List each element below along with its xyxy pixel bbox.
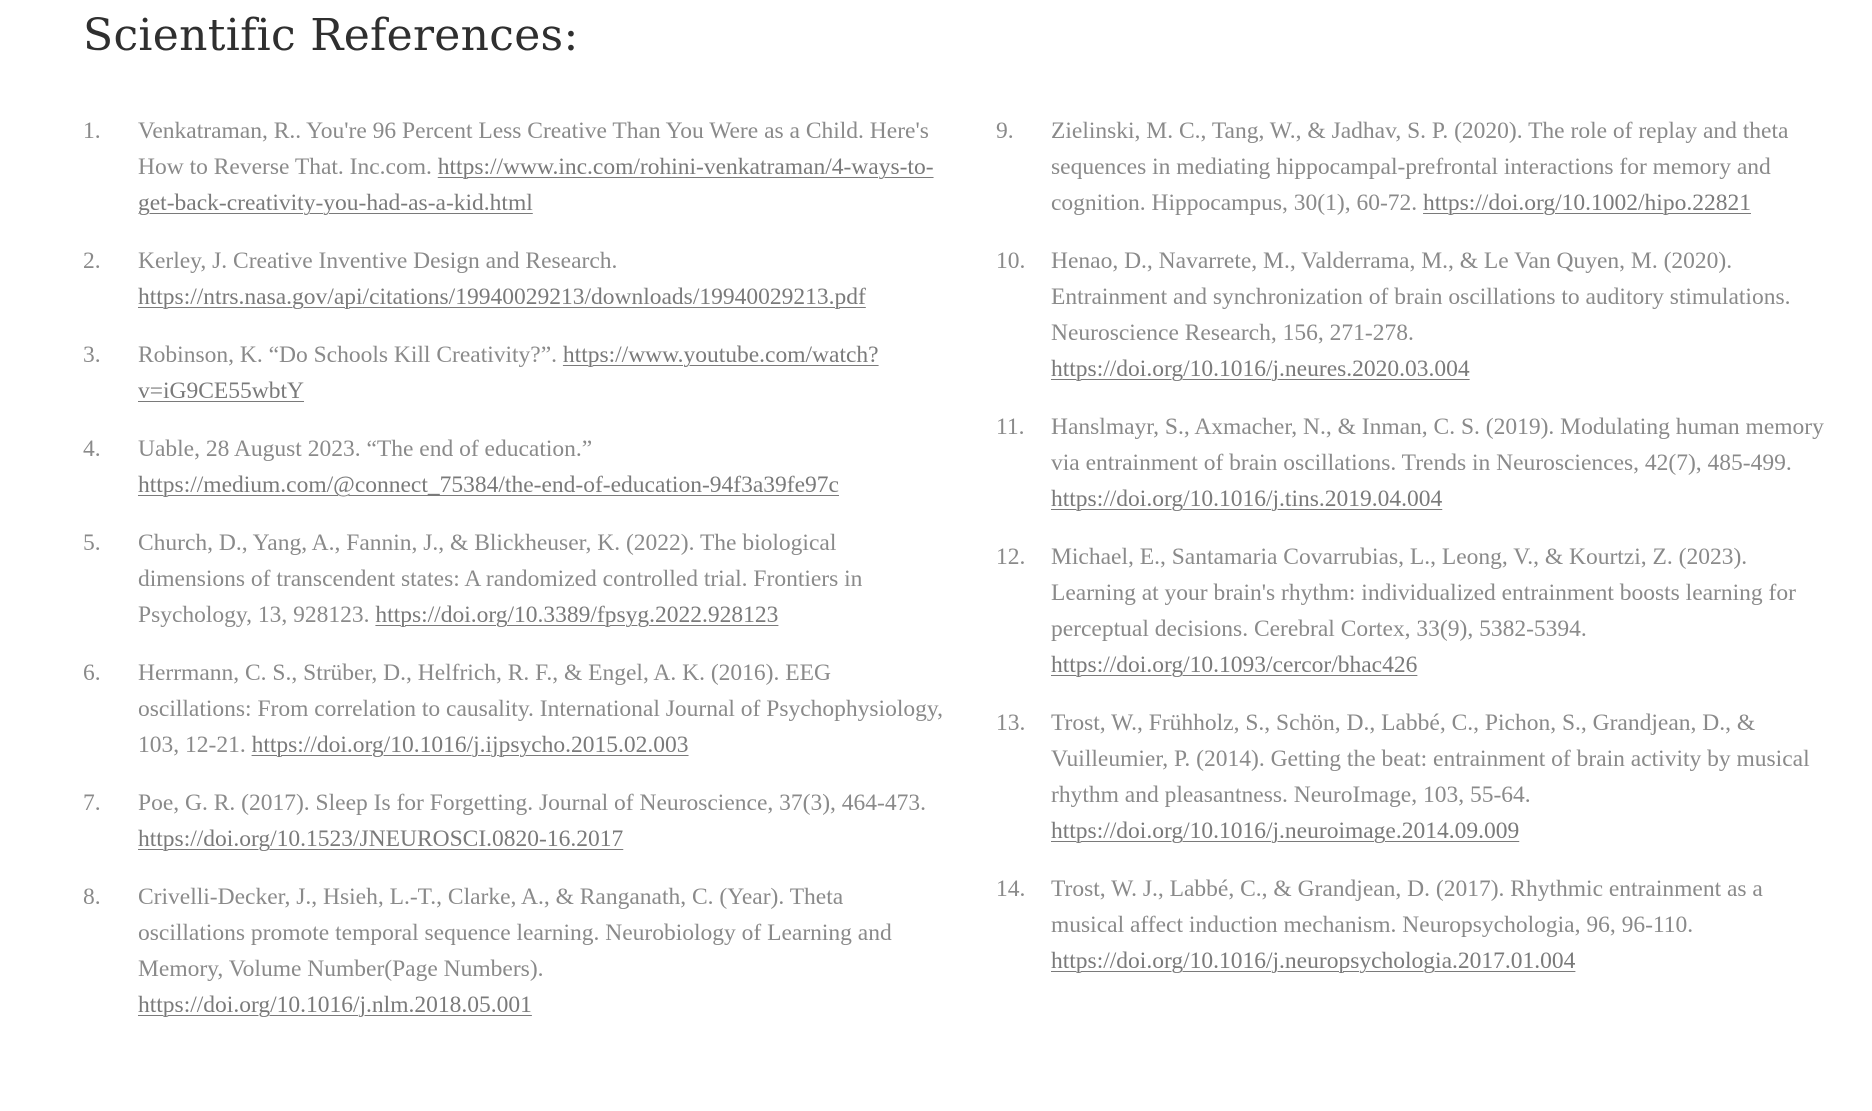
reference-link[interactable]: https://doi.org/10.1016/j.neures.2020.03.004 bbox=[1051, 356, 1470, 382]
reference-text: Herrmann, C. S., Strüber, D., Helfrich, R. F., & Engel, A. K. (2016). EEG oscillations: From correlation to causality. International Journal of Psychophysiology, 103, 12-21. bbox=[138, 660, 943, 758]
reference-text: Poe, G. R. (2017). Sleep Is for Forgetting. Journal of Neuroscience, 37(3), 464-473. bbox=[138, 790, 926, 816]
reference-text: Trost, W. J., Labbé, C., & Grandjean, D. (2017). Rhythmic entrainment as a musical affect induction mechanism. Neuropsychologia, 96, 96-110. bbox=[1051, 876, 1763, 938]
page-title: Scientific References: bbox=[83, 10, 579, 61]
reference-number: 11. bbox=[996, 414, 1025, 440]
reference-link[interactable]: https://doi.org/10.1016/j.tins.2019.04.004 bbox=[1051, 486, 1443, 512]
reference-text: Uable, 28 August 2023. “The end of education.” bbox=[138, 436, 593, 462]
reference-link[interactable]: https://doi.org/10.1016/j.nlm.2018.05.001 bbox=[138, 992, 532, 1018]
reference-item bbox=[83, 785, 943, 857]
reference-number: 3. bbox=[83, 342, 101, 368]
reference-number: 13. bbox=[996, 710, 1026, 736]
references-list-right bbox=[996, 113, 1836, 1001]
reference-number: 9. bbox=[996, 118, 1014, 144]
reference-number: 14. bbox=[996, 876, 1026, 902]
reference-link[interactable]: https://ntrs.nasa.gov/api/citations/19940029213/downloads/19940029213.pdf bbox=[138, 284, 866, 310]
reference-item bbox=[996, 409, 1836, 517]
reference-number: 2. bbox=[83, 248, 101, 274]
reference-text: Michael, E., Santamaria Covarrubias, L., Leong, V., & Kourtzi, Z. (2023). Learning at your brain's rhythm: individualized entrainment boosts learning for perceptual decisions. Cerebral Cortex, 33(9), 5382-5394. bbox=[1051, 544, 1796, 642]
reference-number: 8. bbox=[83, 884, 101, 910]
reference-link[interactable]: https://doi.org/10.1016/j.neuroimage.2014.09.009 bbox=[1051, 818, 1520, 844]
reference-link[interactable]: https://www.inc.com/rohini-venkatraman/4-ways-to-get-back-creativity-you-had-as-a-kid.html bbox=[138, 154, 934, 216]
reference-number: 5. bbox=[83, 530, 101, 556]
reference-number: 4. bbox=[83, 436, 101, 462]
reference-item bbox=[996, 243, 1836, 387]
reference-link[interactable]: https://doi.org/10.1002/hipo.22821 bbox=[1423, 190, 1751, 216]
reference-number: 12. bbox=[996, 544, 1026, 570]
reference-text: Henao, D., Navarrete, M., Valderrama, M., & Le Van Quyen, M. (2020). Entrainment and synchronization of brain oscillations to auditory stimulations. Neuroscience Research, 156, 271-278. bbox=[1051, 248, 1791, 346]
reference-link[interactable]: https://doi.org/10.1093/cercor/bhac426 bbox=[1051, 652, 1418, 678]
reference-item bbox=[83, 525, 943, 633]
reference-text: Zielinski, M. C., Tang, W., & Jadhav, S. P. (2020). The role of replay and theta sequences in mediating hippocampal-prefrontal interactions for memory and cognition. Hippocampus, 30(1), 60-72. bbox=[1051, 118, 1789, 216]
reference-link[interactable]: https://www.youtube.com/watch?v=iG9CE55wbtY bbox=[138, 342, 879, 404]
reference-item bbox=[996, 705, 1836, 849]
reference-item bbox=[996, 113, 1836, 221]
reference-number: 1. bbox=[83, 118, 101, 144]
reference-number: 7. bbox=[83, 790, 101, 816]
reference-item bbox=[83, 337, 943, 409]
reference-link[interactable]: https://doi.org/10.1016/j.neuropsychologia.2017.01.004 bbox=[1051, 948, 1576, 974]
reference-number: 6. bbox=[83, 660, 101, 686]
reference-item bbox=[996, 539, 1836, 683]
reference-item bbox=[83, 243, 943, 315]
reference-text: Church, D., Yang, A., Fannin, J., & Blickheuser, K. (2022). The biological dimensions of transcendent states: A randomized controlled trial. Frontiers in Psychology, 13, 928123. bbox=[138, 530, 863, 628]
reference-text: Hanslmayr, S., Axmacher, N., & Inman, C. S. (2019). Modulating human memory via entrainment of brain oscillations. Trends in Neurosciences, 42(7), 485-499. bbox=[1051, 414, 1824, 476]
reference-number: 10. bbox=[996, 248, 1026, 274]
reference-item bbox=[996, 871, 1836, 979]
reference-item bbox=[83, 431, 943, 503]
reference-link[interactable]: https://doi.org/10.1016/j.ijpsycho.2015.02.003 bbox=[251, 732, 689, 758]
references-list-left bbox=[83, 113, 943, 1045]
reference-text: Kerley, J. Creative Inventive Design and Research. bbox=[138, 248, 618, 274]
reference-item bbox=[83, 655, 943, 763]
reference-text: Crivelli-Decker, J., Hsieh, L.-T., Clarke, A., & Ranganath, C. (Year). Theta oscillations promote temporal sequence learning. Neurobiology of Learning and Memory, Volume Number(Page Numbers). bbox=[138, 884, 892, 982]
reference-text: Venkatraman, R.. You're 96 Percent Less Creative Than You Were as a Child. Here's How to Reverse That. Inc.com. bbox=[138, 118, 929, 180]
reference-item bbox=[83, 879, 943, 1023]
reference-link[interactable]: https://doi.org/10.1523/JNEUROSCI.0820-16.2017 bbox=[138, 826, 624, 852]
reference-link[interactable]: https://doi.org/10.3389/fpsyg.2022.928123 bbox=[375, 602, 779, 628]
reference-text: Robinson, K. “Do Schools Kill Creativity?”. bbox=[138, 342, 558, 368]
reference-item bbox=[83, 113, 943, 221]
reference-text: Trost, W., Frühholz, S., Schön, D., Labbé, C., Pichon, S., Grandjean, D., & Vuilleumier, P. (2014). Getting the beat: entrainment of brain activity by musical rhythm and pleasantness. NeuroImage, 103, 55-64. bbox=[1051, 710, 1810, 808]
reference-link[interactable]: https://medium.com/@connect_75384/the-end-of-education-94f3a39fe97c bbox=[138, 472, 839, 498]
